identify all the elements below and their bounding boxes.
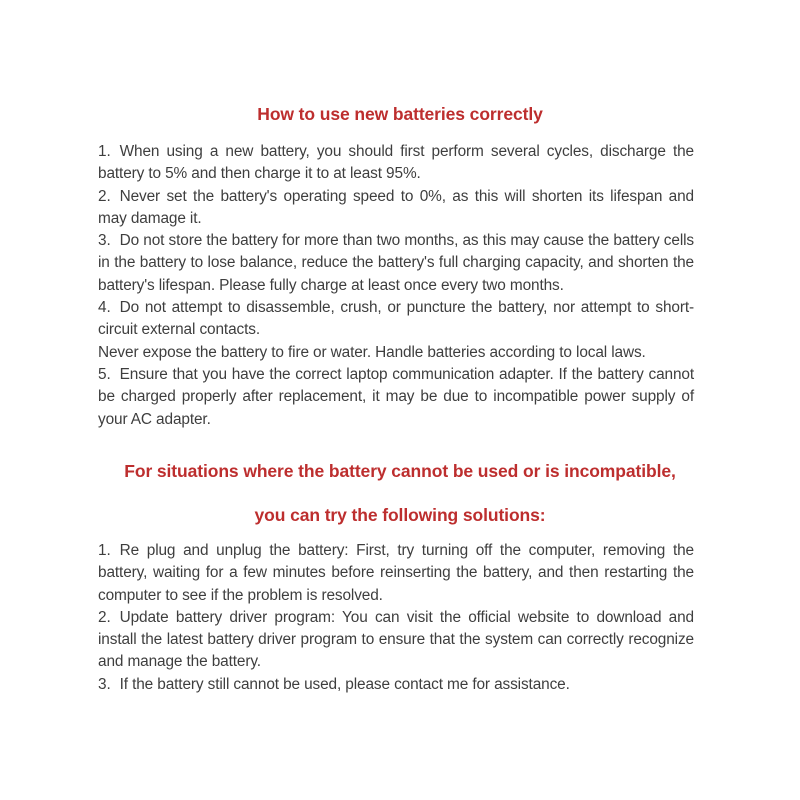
item-number: 2. <box>98 187 111 205</box>
item-number: 1. <box>98 143 111 160</box>
instruction-note <box>98 342 694 364</box>
item-text: Update battery driver program: You can visit the official website to download and install the latest battery driver program to ensure that the system can correctly recognize and manage the battery. <box>98 608 694 671</box>
section1-body <box>98 141 694 431</box>
solution-item-1 <box>98 540 694 607</box>
item-number: 2. <box>98 608 111 626</box>
item-text: Re plug and unplug the battery: First, try turning off the computer, removing the battery, waiting for a few minutes before reinserting the battery, and then restarting the computer to see if the problem is resolved. <box>98 542 694 604</box>
solution-item-3 <box>98 674 694 696</box>
solution-item-2 <box>98 607 694 674</box>
item-number: 4. <box>98 299 111 317</box>
item-number: 1. <box>98 542 111 559</box>
section1-heading: How to use new batteries correctly <box>257 104 543 124</box>
instruction-item-5 <box>98 364 694 431</box>
item-text: Never set the battery's operating speed to 0%, as this will shorten its lifespan and may damage it. <box>98 187 694 227</box>
section2-heading-line2: you can try the following solutions: <box>254 505 546 525</box>
item-text: If the battery still cannot be used, please contact me for assistance. <box>119 675 570 693</box>
item-text: When using a new battery, you should first perform several cycles, discharge the battery to 5% and then charge it to at least 95%. <box>98 143 694 183</box>
item-text: Do not attempt to disassemble, crush, or puncture the battery, nor attempt to short-circuit external contacts. <box>98 299 694 339</box>
instruction-item-4 <box>98 297 694 342</box>
item-text: Do not store the battery for more than two months, as this may cause the battery cells in the battery to lose balance, reduce the battery's full charging capacity, and shorten the battery's lifespan. Please fully charge at least once every two months. <box>98 232 694 294</box>
instruction-item-2 <box>98 186 694 231</box>
item-number: 3. <box>98 675 111 693</box>
instruction-item-3 <box>98 230 694 297</box>
item-number: 3. <box>98 232 111 250</box>
item-text: Ensure that you have the correct laptop communication adapter. If the battery cannot be charged properly after replacement, it may be due to incompatible power supply of your AC adapter. <box>98 365 694 428</box>
instruction-item-1 <box>98 141 694 186</box>
item-text: Never expose the battery to fire or water. Handle batteries according to local laws. <box>98 343 646 361</box>
section2-body <box>98 540 694 696</box>
item-number: 5. <box>98 365 111 383</box>
section2-heading-line1: For situations where the battery cannot be used or is incompatible, <box>124 461 676 481</box>
